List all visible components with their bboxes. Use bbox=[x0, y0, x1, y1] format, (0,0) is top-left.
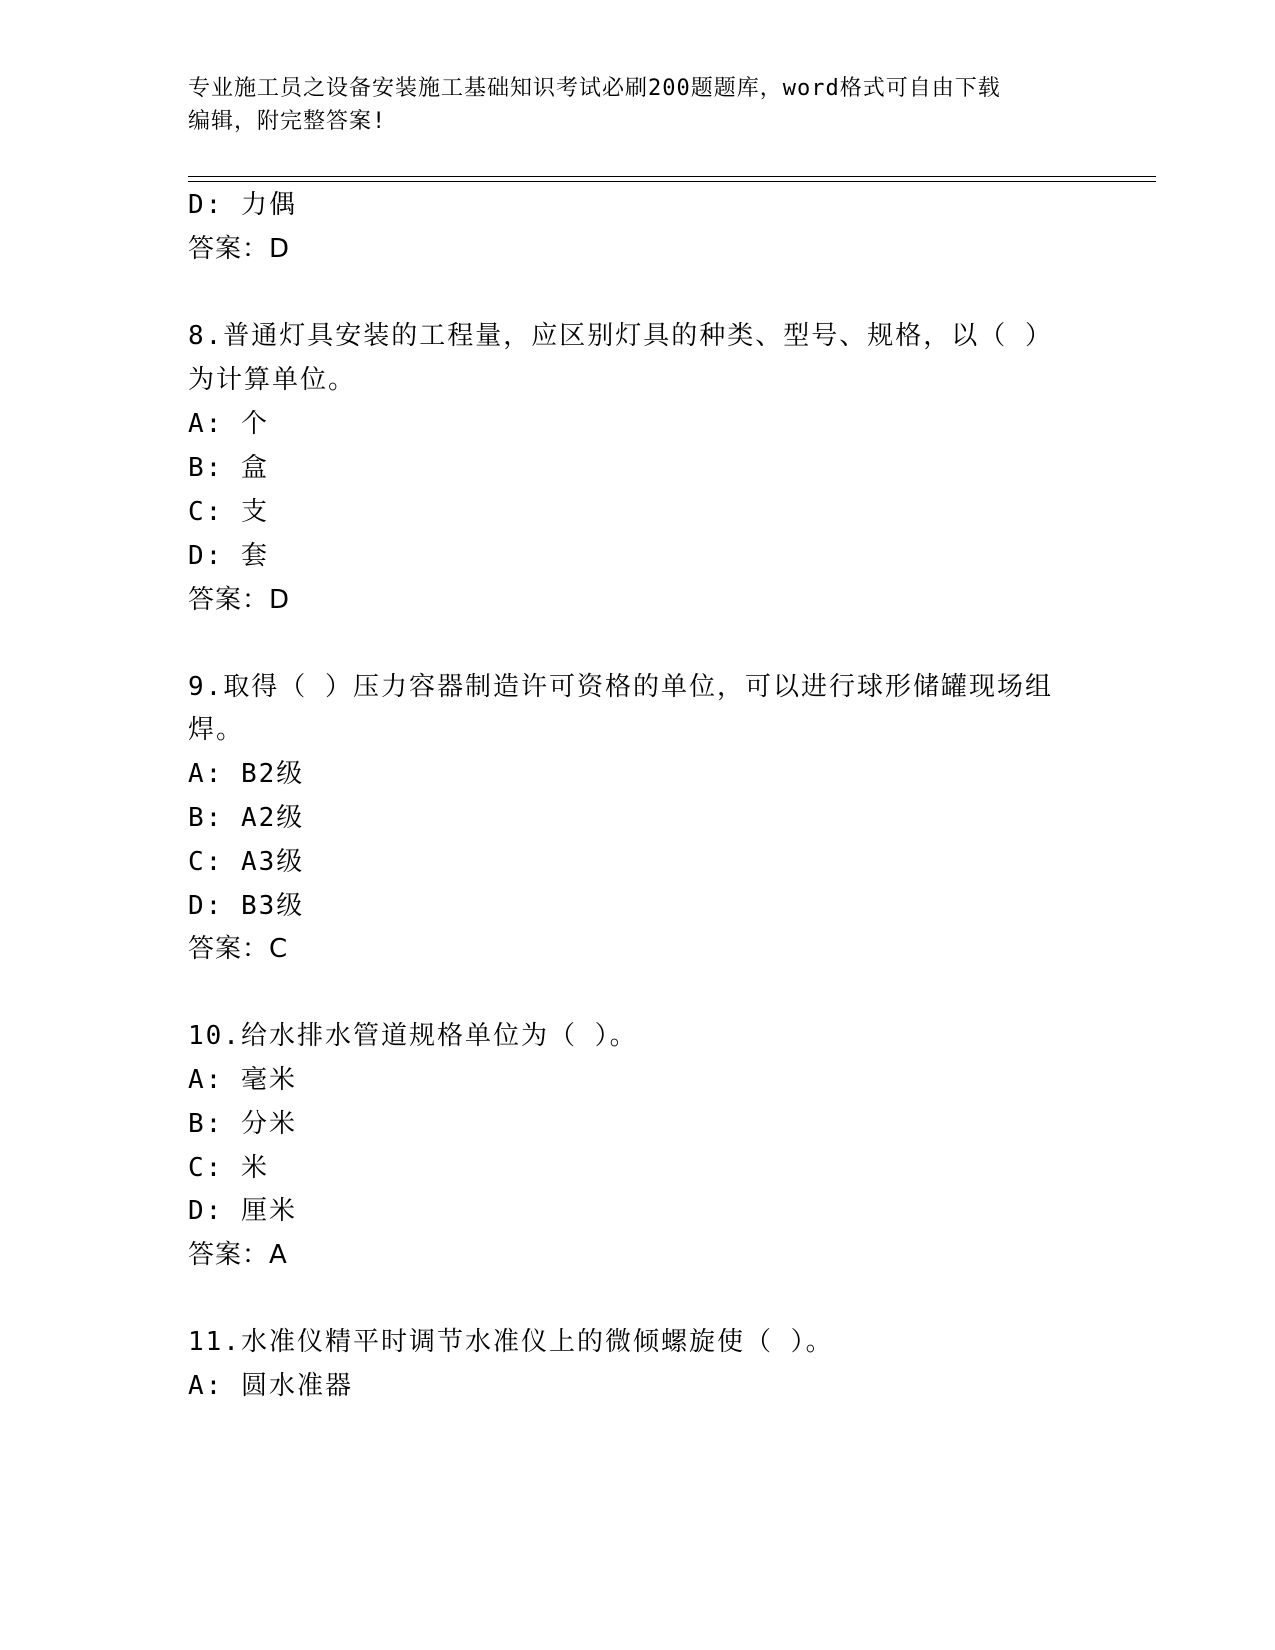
q9-option-c: C: A3级 bbox=[188, 847, 305, 877]
header-divider-top bbox=[188, 176, 1156, 177]
q10-option-c: C: 米 bbox=[188, 1153, 269, 1183]
q8-option-c: C: 支 bbox=[188, 497, 269, 527]
q10-stem-line-1: 10.给水排水管道规格单位为（ ）。 bbox=[188, 1021, 638, 1051]
header-line-2: 编辑，附完整答案! bbox=[188, 109, 387, 134]
q11-stem-line-1: 11.水准仪精平时调节水准仪上的微倾螺旋使（ ）。 bbox=[188, 1327, 834, 1357]
q10-answer: 答案：A bbox=[188, 1240, 288, 1270]
q9-option-b: B: A2级 bbox=[188, 803, 305, 833]
header-line-1: 专业施工员之设备安装施工基础知识考试必刷200题题库，word格式可自由下载 bbox=[188, 76, 1001, 101]
prev-answer: 答案：D bbox=[188, 234, 291, 264]
q8-option-a: A: 个 bbox=[188, 409, 269, 439]
q8-stem-line-1: 8.普通灯具安装的工程量，应区别灯具的种类、型号、规格，以（ ） bbox=[188, 321, 1053, 351]
q10-option-b: B: 分米 bbox=[188, 1109, 297, 1139]
q9-option-a: A: B2级 bbox=[188, 759, 305, 789]
q9-stem-line-1: 9.取得（ ）压力容器制造许可资格的单位，可以进行球形储罐现场组 bbox=[188, 672, 1053, 702]
header-divider-bottom bbox=[188, 181, 1156, 182]
document-header bbox=[188, 72, 1088, 138]
q8-option-b: B: 盒 bbox=[188, 453, 269, 483]
q9-stem-line-2: 焊。 bbox=[188, 715, 245, 745]
q8-answer: 答案：D bbox=[188, 585, 291, 615]
q8-stem-line-2: 为计算单位。 bbox=[188, 365, 357, 395]
q9-option-d: D: B3级 bbox=[188, 891, 305, 921]
q10-option-d: D: 厘米 bbox=[188, 1196, 297, 1226]
q9-answer: 答案：C bbox=[188, 934, 289, 964]
q11-option-a: A: 圆水准器 bbox=[188, 1371, 353, 1401]
prev-option-d: D: 力偶 bbox=[188, 190, 297, 220]
q8-option-d: D: 套 bbox=[188, 541, 269, 571]
q10-option-a: A: 毫米 bbox=[188, 1065, 297, 1095]
